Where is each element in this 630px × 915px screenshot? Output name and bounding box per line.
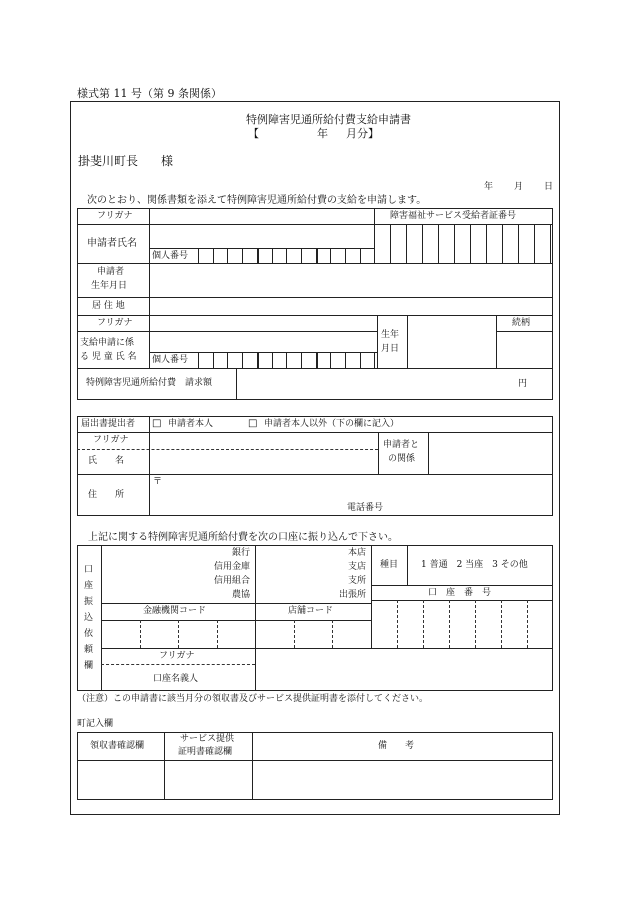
- submitter-self-checkbox[interactable]: □: [152, 418, 162, 429]
- grid-divider: [272, 352, 273, 368]
- grid-divider: [316, 352, 318, 368]
- phone-label: 電話番号: [347, 503, 384, 513]
- holder-name-label: 口座名義人: [153, 674, 199, 684]
- branch-type-1: 本店: [348, 548, 367, 558]
- grid-divider: [213, 248, 214, 263]
- grid-divider: [390, 224, 391, 263]
- grid-divider: [360, 352, 361, 368]
- period-year-label: 年: [317, 127, 328, 140]
- submitter-furigana-label: フリガナ: [93, 435, 129, 445]
- bank-side-label-2: 座: [84, 581, 94, 591]
- grid-divider: [301, 352, 302, 368]
- grid-divider: [438, 224, 439, 263]
- grid-divider: [470, 224, 471, 263]
- child-name-label-2: る 児 童 氏 名: [80, 352, 137, 362]
- claim-unit: 円: [518, 379, 528, 389]
- branch-code-label: 店舗コード: [288, 606, 334, 616]
- bank-type-2: 信用金庫: [214, 562, 251, 572]
- grid-divider: [330, 352, 331, 368]
- bank-side-label-1: 口: [84, 565, 94, 575]
- child-name-label-1: 支給申請に係: [80, 338, 135, 348]
- holder-furigana-label: フリガナ: [159, 651, 195, 661]
- bank-type-1: 銀行: [232, 548, 251, 558]
- account-number-label: 口 座 番 号: [428, 588, 492, 598]
- applicant-birth-label-2: 生年月日: [91, 281, 128, 291]
- applicant-my-number-label: 個人番号: [152, 251, 189, 261]
- submitter-other-label: 申請者本人以外（下の欄に記入）: [264, 419, 400, 429]
- date-year-label: 年: [484, 182, 494, 192]
- account-kinds[interactable]: 1 普通 2 当座 3 その他: [421, 560, 528, 570]
- grid-divider: [286, 352, 287, 368]
- applicant-furigana-label: フリガナ: [97, 211, 133, 221]
- grid-divider: [301, 248, 302, 263]
- grid-divider: [242, 248, 243, 263]
- receipt-check-label: 領収書確認欄: [90, 741, 145, 751]
- bank-side-label-6: 頼: [84, 645, 94, 655]
- applicant-name-label: 申請者氏名: [87, 238, 137, 249]
- bank-side-label-7: 欄: [84, 661, 94, 671]
- addressee-honorific: 様: [161, 154, 174, 168]
- grid-divider: [198, 352, 199, 368]
- grid-divider: [360, 248, 361, 263]
- branch-type-4: 出張所: [339, 590, 367, 600]
- form-title: 特例障害児通所給付費支給申請書: [246, 113, 411, 126]
- remarks-label: 備 考: [378, 741, 415, 751]
- child-birth-label-2: 月日: [381, 344, 400, 354]
- claim-label: 特例障害児通所給付費 請求額: [86, 378, 213, 388]
- grid-divider: [486, 224, 487, 263]
- date-day-label: 日: [544, 182, 554, 192]
- transfer-intro: 上記に関する特例障害児通所給付費を次の口座に振り込んで下さい。: [88, 532, 398, 543]
- bank-side-label-5: 依: [84, 629, 94, 639]
- grid-divider: [272, 248, 273, 263]
- grid-divider: [550, 224, 551, 263]
- grid-divider: [213, 352, 214, 368]
- branch-type-2: 支店: [348, 562, 367, 572]
- branch-type-3: 支所: [348, 576, 367, 586]
- grid-divider: [257, 352, 259, 368]
- intro-text: 次のとおり、関係書類を添えて特例障害児通所給付費の支給を申請します。: [87, 195, 427, 206]
- note-text: （注意）この申請書に該当月分の領収書及びサービス提供証明書を添付してください。: [77, 694, 429, 704]
- grid-divider: [286, 248, 287, 263]
- service-check-label-2: 証明書確認欄: [178, 747, 233, 757]
- account-kind-label: 種目: [380, 560, 399, 570]
- submitter-other-checkbox[interactable]: □: [248, 418, 258, 429]
- grid-divider: [198, 248, 199, 263]
- grid-divider: [502, 224, 503, 263]
- grid-divider: [406, 224, 407, 263]
- town-table: [77, 732, 553, 800]
- grid-divider: [345, 248, 346, 263]
- grid-divider: [227, 248, 228, 263]
- applicant-address-label: 居 住 地: [92, 301, 125, 311]
- submitter-self-label: 申請者本人: [168, 419, 214, 429]
- applicant-birth-label-1: 申請者: [97, 267, 125, 277]
- postal-mark: 〒: [153, 477, 163, 487]
- submitter-name-label: 氏 名: [88, 456, 125, 466]
- bank-side-label-4: 込: [84, 613, 94, 623]
- grid-divider: [422, 224, 423, 263]
- grid-divider: [518, 224, 519, 263]
- grid-divider: [316, 248, 318, 263]
- grid-divider: [345, 352, 346, 368]
- period-month-label: 月分】: [346, 127, 379, 140]
- bank-side-label-3: 振: [84, 597, 94, 607]
- grid-divider: [454, 224, 455, 263]
- child-furigana-label: フリガナ: [97, 318, 133, 328]
- grid-divider: [534, 224, 535, 263]
- child-relation-label: 続柄: [512, 318, 531, 328]
- service-check-label-1: サービス提供: [180, 734, 235, 744]
- submitter-relation-label-2: の関係: [388, 454, 416, 464]
- period-open: 【: [248, 127, 259, 140]
- cert-number-label: 障害福祉サービス受給者証番号: [390, 211, 517, 221]
- grid-divider: [242, 352, 243, 368]
- addressee-name: 掛斐川町長: [78, 154, 139, 168]
- child-birth-label-1: 生年: [381, 330, 400, 340]
- town-section-heading: 町記入欄: [77, 719, 114, 729]
- submitter-label: 届出書提出者: [81, 419, 136, 429]
- date-month-label: 月: [514, 182, 524, 192]
- grid-divider: [374, 248, 375, 263]
- submitter-relation-label-1: 申請者と: [383, 440, 420, 450]
- grid-divider: [257, 248, 259, 263]
- form-reference: 様式第 11 号（第 9 条関係）: [77, 87, 222, 100]
- grid-divider: [330, 248, 331, 263]
- bank-code-label: 金融機関コード: [143, 606, 207, 616]
- bank-type-4: 農協: [232, 590, 251, 600]
- child-my-number-label: 個人番号: [152, 355, 189, 365]
- grid-divider: [227, 352, 228, 368]
- grid-divider: [374, 352, 375, 368]
- submitter-address-label: 住 所: [88, 490, 125, 500]
- bank-type-3: 信用組合: [214, 576, 251, 586]
